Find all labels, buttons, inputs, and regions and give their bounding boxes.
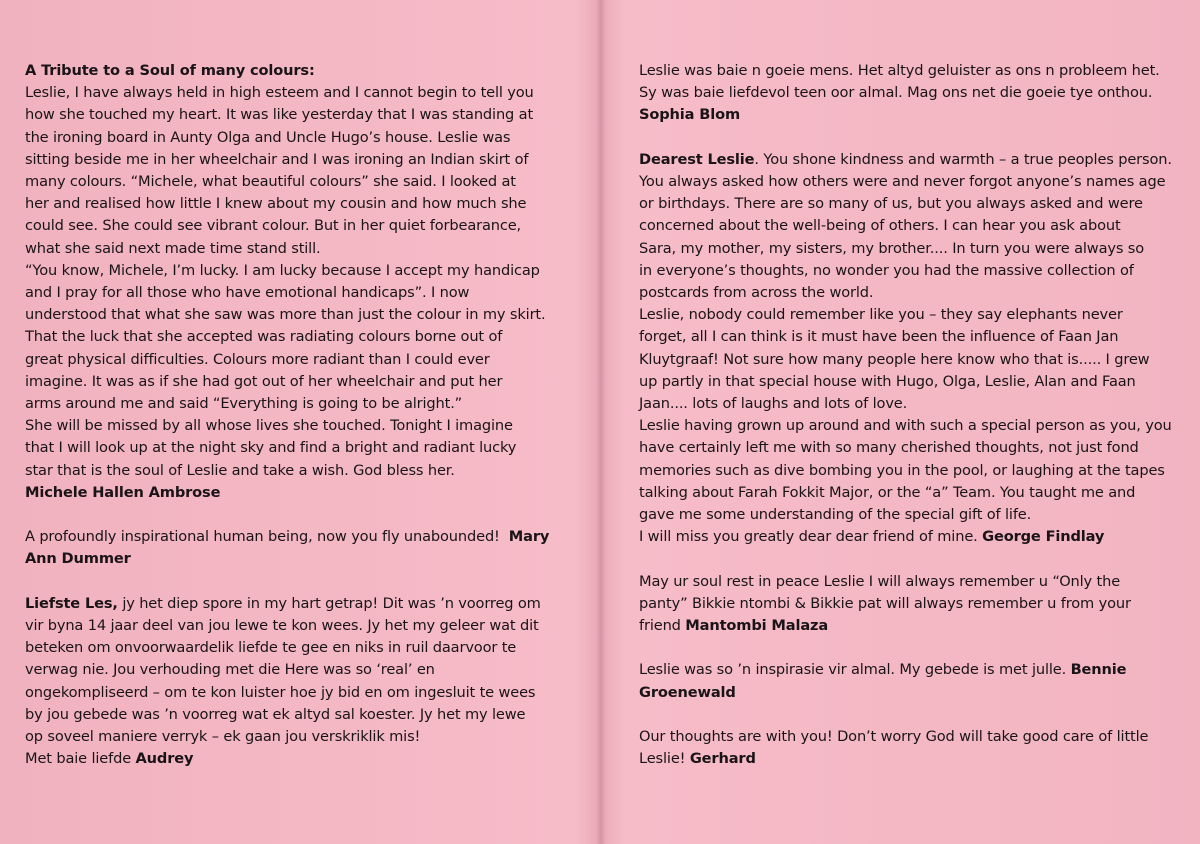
message-line: verwag nie. Jou verhouding met die Here was so ‘real’ en bbox=[25, 661, 435, 679]
message-line: Leslie was baie n goeie mens. Het altyd geluister as ons n probleem het. bbox=[639, 62, 1160, 79]
message-line: vir byna 14 jaar deel van jou lewe te kon wees. Jy het my geleer wat dit bbox=[25, 617, 539, 635]
message-text: jy het diep spore in my hart getrap! Dit was ’n voorreg om bbox=[117, 594, 541, 612]
message-line bbox=[639, 526, 1165, 548]
message-line: great physical difficulties. Colours more radiant than I could ever bbox=[25, 350, 490, 368]
message-line: May ur soul rest in peace Leslie I will always remember u “Only the bbox=[639, 572, 1121, 590]
sophia-message bbox=[639, 60, 1165, 127]
signature: Mantombi Malaza bbox=[685, 617, 829, 635]
message-line bbox=[639, 149, 1172, 171]
right-page bbox=[639, 60, 1172, 793]
signature: Mary bbox=[508, 528, 550, 546]
message-line: Leslie, nobody could remember like you – they say elephants never bbox=[639, 306, 1123, 324]
message-text: Leslie was so ’n inspirasie vir almal. My gebede is met julle. bbox=[639, 661, 1071, 679]
message-line: ongekompliseerd – om te kon luister hoe jy bid en om ingesluit te wees bbox=[25, 683, 536, 701]
message-line: beteken om onvoorwaardelik liefde te gee en niks in ruil daarvoor te bbox=[25, 639, 517, 657]
closing-text: Met baie liefde bbox=[25, 750, 136, 768]
message-line: up partly in that special house with Hugo, Olga, Leslie, Alan and Faan bbox=[639, 372, 1136, 390]
message-line: op soveel maniere verryk – ek gaan jou verskriklik mis! bbox=[25, 728, 421, 746]
greeting: Dearest Leslie bbox=[639, 150, 755, 168]
greeting: Liefste Les, bbox=[25, 594, 118, 612]
message-line: that I will look up at the night sky and find a bright and radiant lucky bbox=[25, 439, 517, 457]
message-line: Sy was baie liefdevol teen oor almal. Mag ons net die goeie tye onthou. bbox=[639, 84, 1153, 102]
message-text: Leslie! bbox=[639, 750, 690, 768]
signature: Sophia Blom bbox=[639, 106, 741, 124]
message-line: imagine. It was as if she had got out of her wheelchair and put her bbox=[25, 372, 503, 390]
tribute-message bbox=[25, 60, 573, 504]
message-text: friend bbox=[639, 617, 686, 635]
message-line: talking about Farah Fokkit Major, or the “a” Team. You taught me and bbox=[639, 483, 1136, 501]
message-line: Sara, my mother, my sisters, my brother.... In turn you were always so bbox=[639, 239, 1145, 257]
message-line: the ironing board in Aunty Olga and Uncle Hugo’s house. Leslie was bbox=[25, 128, 511, 146]
mary-message bbox=[25, 526, 573, 570]
message-line: star that is the soul of Leslie and take a wish. God bless her. bbox=[25, 461, 455, 479]
message-line: Leslie, I have always held in high esteem and I cannot begin to tell you bbox=[25, 84, 534, 102]
message-line: That the luck that she accepted was radiating colours borne out of bbox=[25, 328, 503, 346]
message-line: arms around me and said “Everything is going to be alright.” bbox=[25, 395, 463, 413]
message-line bbox=[25, 526, 573, 548]
message-line: gave me some understanding of the special gift of life. bbox=[639, 506, 1032, 524]
message-line: what she said next made time stand still. bbox=[25, 239, 321, 257]
message-line: Jaan.... lots of laughs and lots of love. bbox=[639, 395, 908, 413]
message-line: many colours. “Michele, what beautiful colours” she said. I looked at bbox=[25, 173, 516, 191]
message-line: understood that what she saw was more than just the colour in my skirt. bbox=[25, 306, 546, 324]
mantombi-message bbox=[639, 571, 1165, 638]
message-line: have certainly left me with so many cherished thoughts, not just fond bbox=[639, 439, 1139, 457]
signature: Gerhard bbox=[689, 750, 756, 768]
message-line: memories such as dive bombing you in the pool, or laughing at the tapes bbox=[639, 461, 1165, 479]
message-text: I will miss you greatly dear dear friend of mine. bbox=[639, 528, 983, 546]
message-line bbox=[639, 748, 1165, 770]
message-line: and I pray for all those who have emotional handicaps”. I now bbox=[25, 284, 470, 302]
message-line: Leslie having grown up around and with such a special person as you, you bbox=[639, 417, 1172, 435]
message-line bbox=[25, 593, 573, 615]
message-line: You always asked how others were and never forgot anyone’s names age bbox=[639, 173, 1166, 190]
message-line: forget, all I can think is it must have been the influence of Faan Jan bbox=[639, 328, 1119, 346]
signature: Groenewald bbox=[639, 683, 736, 701]
message-line: “You know, Michele, I’m lucky. I am lucky because I accept my handicap bbox=[25, 261, 540, 279]
message-line: panty” Bikkie ntombi & Bikkie pat will always remember u from your bbox=[639, 594, 1131, 612]
message-line: her and realised how little I knew about my cousin and how much she bbox=[25, 195, 527, 213]
message-line: by jou gebede was ’n voorreg wat ek altyd sal koester. Jy het my lewe bbox=[25, 705, 526, 723]
message-line: postcards from across the world. bbox=[639, 284, 874, 302]
george-message bbox=[639, 149, 1172, 549]
message-line bbox=[25, 748, 573, 770]
message-line: concerned about the well-being of others. I can hear you ask about bbox=[639, 217, 1121, 235]
message-line: in everyone’s thoughts, no wonder you had the massive collection of bbox=[639, 261, 1134, 279]
message-text: . You shone kindness and warmth – a true peoples person. bbox=[754, 150, 1172, 168]
signature: Michele Hallen Ambrose bbox=[25, 483, 221, 501]
bennie-message bbox=[639, 659, 1165, 703]
signature: Ann Dummer bbox=[25, 550, 131, 568]
left-page bbox=[25, 60, 573, 793]
message-line: sitting beside me in her wheelchair and I was ironing an Indian skirt of bbox=[25, 150, 529, 168]
signature: Bennie bbox=[1070, 661, 1127, 679]
tribute-title: A Tribute to a Soul of many colours: bbox=[25, 62, 315, 79]
message-text: A profoundly inspirational human being, now you fly unabounded! bbox=[25, 528, 500, 546]
gerhard-message bbox=[639, 726, 1165, 770]
message-line: could see. She could see vibrant colour. But in her quiet forbearance, bbox=[25, 217, 522, 235]
message-line: Our thoughts are with you! Don’t worry God will take good care of little bbox=[639, 728, 1149, 746]
message-line: how she touched my heart. It was like yesterday that I was standing at bbox=[25, 106, 534, 124]
signature: George Findlay bbox=[982, 528, 1105, 546]
audrey-message bbox=[25, 593, 573, 771]
message-line: or birthdays. There are so many of us, but you always asked and were bbox=[639, 195, 1143, 213]
message-line bbox=[639, 659, 1165, 681]
page-fold bbox=[596, 0, 606, 844]
message-line: She will be missed by all whose lives she touched. Tonight I imagine bbox=[25, 417, 513, 435]
message-line bbox=[639, 615, 1165, 637]
message-line: Kluytgraaf! Not sure how many people here know who that is..... I grew bbox=[639, 350, 1150, 368]
signature: Audrey bbox=[135, 750, 194, 768]
